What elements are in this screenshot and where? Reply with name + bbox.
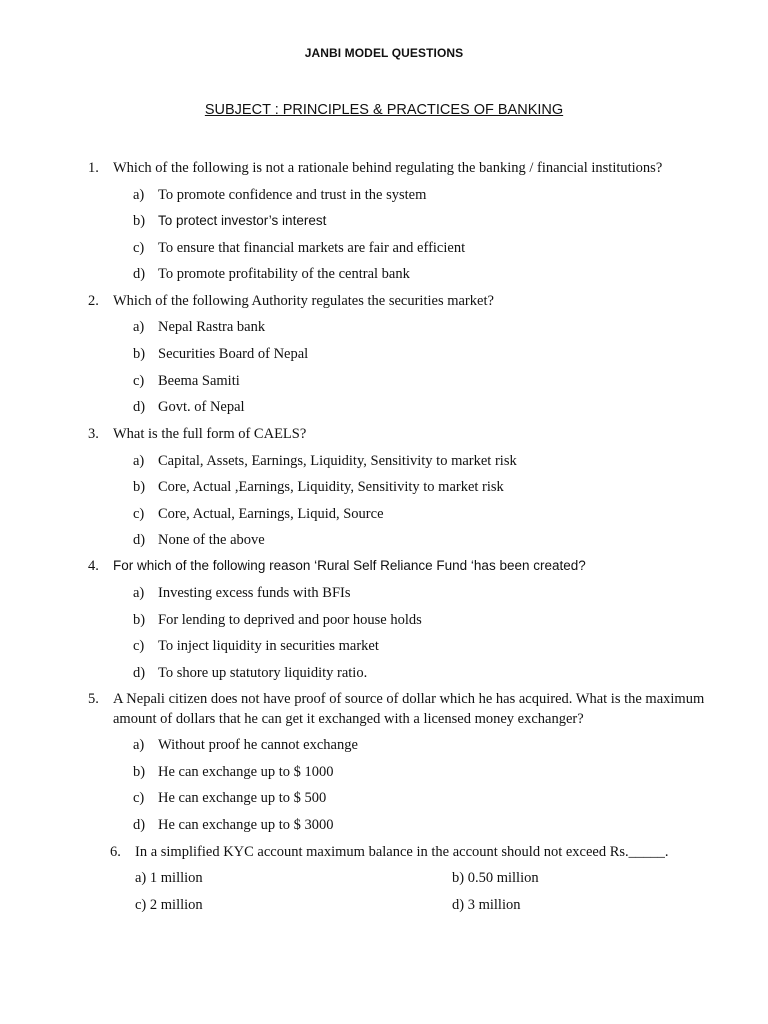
option-letter: d): [133, 532, 146, 548]
option-text: Core, Actual, Earnings, Liquid, Source: [158, 506, 384, 522]
option-text: Nepal Rastra bank: [158, 319, 266, 335]
option-letter: c): [133, 638, 145, 654]
question-number: 2.: [88, 293, 99, 309]
option-letter: a): [133, 737, 145, 753]
option-letter: b): [133, 764, 146, 780]
question-number: 1.: [88, 160, 99, 176]
option-letter: c): [133, 240, 145, 256]
option-text: To promote confidence and trust in the system: [158, 187, 427, 203]
option-text: None of the above: [158, 532, 265, 548]
option-text: b) 0.50 million: [452, 870, 539, 886]
question-number: 6.: [110, 844, 121, 860]
option-letter: a): [133, 187, 145, 203]
option-letter: a): [133, 319, 145, 335]
question-text: What is the full form of CAELS?: [113, 426, 307, 442]
option-letter: b): [133, 213, 146, 229]
option-text: To shore up statutory liquidity ratio.: [158, 665, 368, 681]
option-letter: a): [133, 453, 145, 469]
option-letter: c): [133, 373, 145, 389]
subject-title: SUBJECT : PRINCIPLES & PRACTICES OF BANKING: [204, 102, 564, 118]
option-letter: b): [133, 612, 146, 628]
question-text: Which of the following Authority regulates the securities market?: [113, 293, 494, 309]
option-letter: c): [133, 790, 145, 806]
option-text: c) 2 million: [135, 897, 203, 913]
option-text: He can exchange up to $ 1000: [158, 764, 334, 780]
question-number: 4.: [88, 558, 99, 574]
option-letter: a): [133, 585, 145, 601]
option-text: Core, Actual ,Earnings, Liquidity, Sensitivity to market risk: [158, 479, 504, 495]
option-letter: b): [133, 346, 146, 362]
question-text-line-2: amount of dollars that he can get it exchanged with a licensed money exchanger?: [113, 711, 584, 727]
question-text: For which of the following reason ‘Rural Self Reliance Fund ‘has been created?: [113, 558, 586, 573]
option-text: He can exchange up to $ 3000: [158, 817, 334, 833]
option-text: To ensure that financial markets are fair and efficient: [158, 240, 466, 256]
option-text: Investing excess funds with BFIs: [158, 585, 351, 601]
question-text-line-1: A Nepali citizen does not have proof of source of dollar which he has acquired. What is the maximum: [113, 691, 705, 707]
option-text: d) 3 million: [452, 897, 521, 913]
option-text: He can exchange up to $ 500: [158, 790, 327, 806]
option-letter: d): [133, 817, 146, 833]
option-text: To inject liquidity in securities market: [158, 638, 379, 654]
option-text: Capital, Assets, Earnings, Liquidity, Sensitivity to market risk: [158, 453, 517, 469]
document-header: JANBI MODEL QUESTIONS: [304, 46, 464, 60]
option-text: To protect investor’s interest: [158, 213, 327, 228]
option-letter: c): [133, 506, 145, 522]
option-letter: b): [133, 479, 146, 495]
question-number: 3.: [88, 426, 99, 442]
option-letter: d): [133, 266, 146, 282]
option-letter: d): [133, 665, 146, 681]
question-text: Which of the following is not a rationale behind regulating the banking / financial institutions?: [113, 160, 663, 176]
question-text: In a simplified KYC account maximum balance in the account should not exceed Rs._____.: [135, 844, 669, 860]
option-text: Without proof he cannot exchange: [158, 737, 358, 753]
option-text: Securities Board of Nepal: [158, 346, 309, 362]
option-text: Govt. of Nepal: [158, 399, 245, 415]
option-text: Beema Samiti: [158, 373, 240, 389]
option-letter: d): [133, 399, 146, 415]
option-text: To promote profitability of the central bank: [158, 266, 410, 282]
question-number: 5.: [88, 691, 99, 707]
option-text: For lending to deprived and poor house holds: [158, 612, 422, 628]
option-text: a) 1 million: [135, 870, 203, 886]
